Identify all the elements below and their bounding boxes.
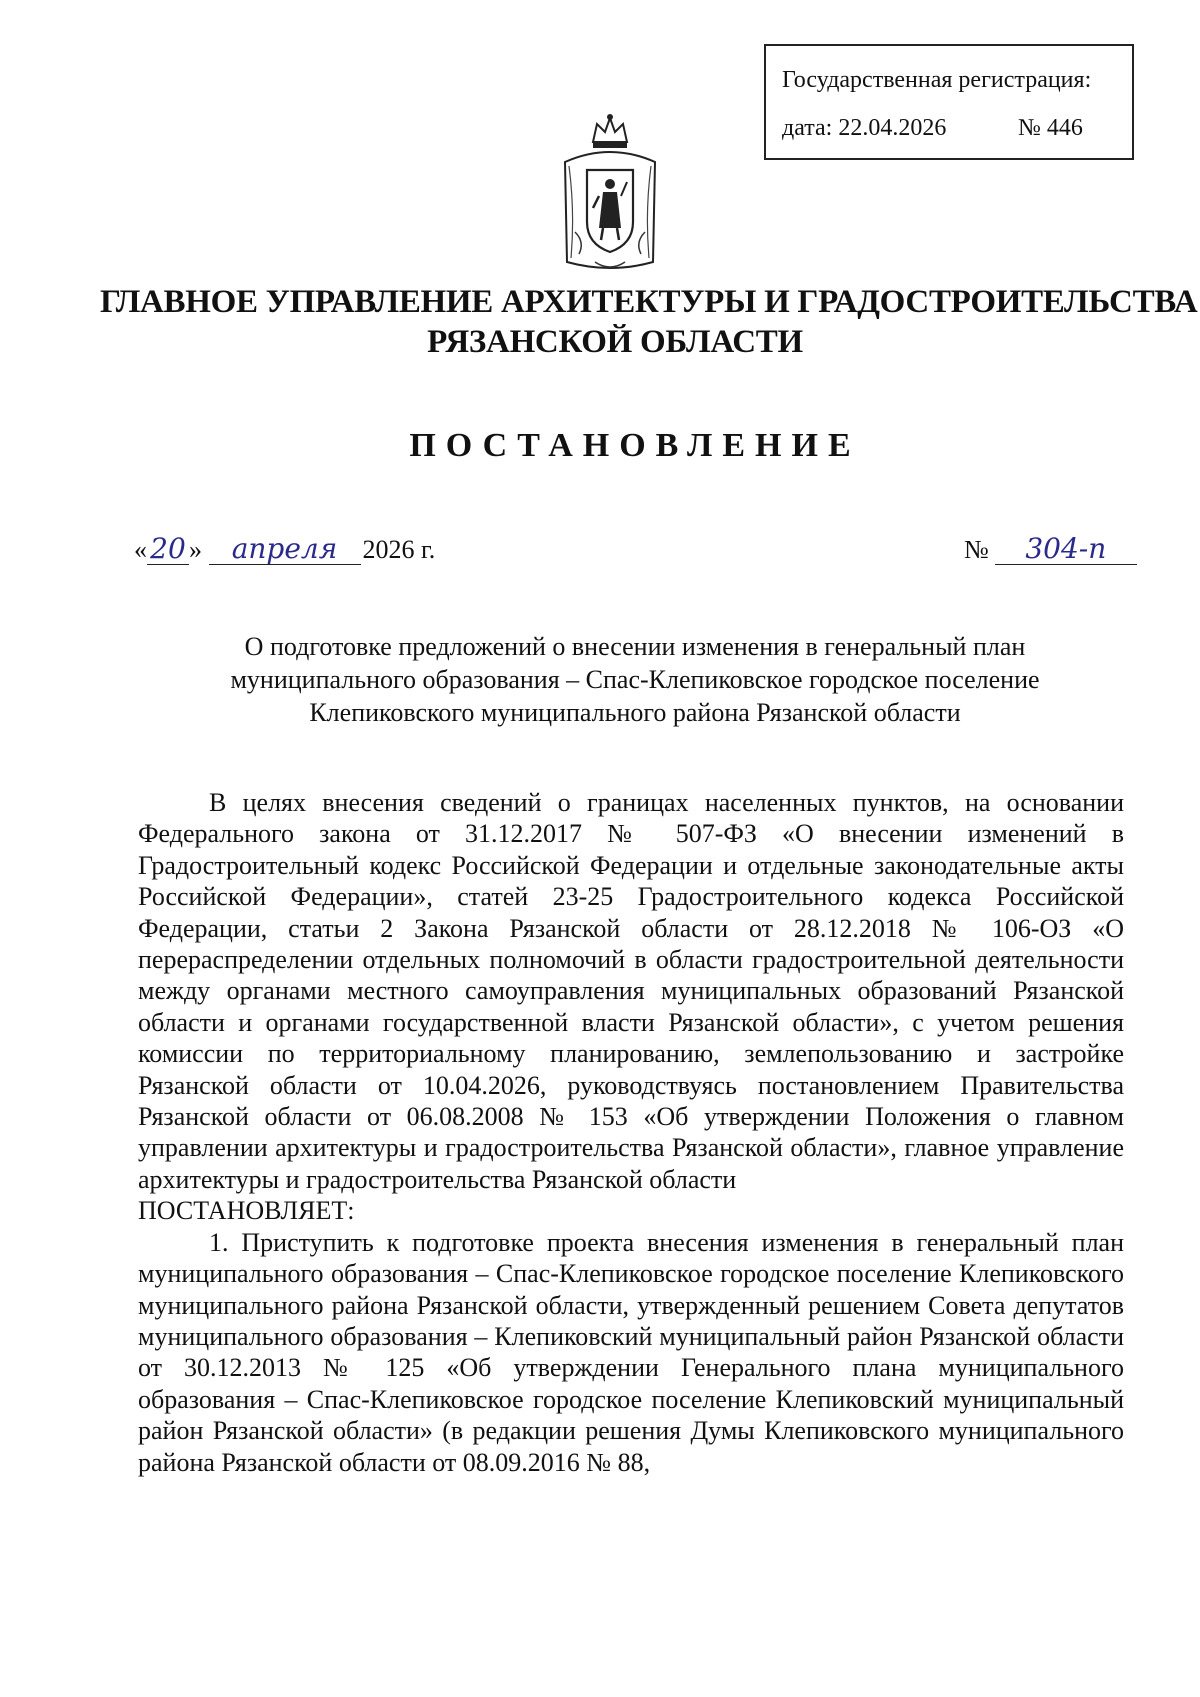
registration-number: № 446 [1018, 115, 1083, 141]
document-body [138, 787, 1124, 1478]
date-month-handwritten: апреля [209, 534, 361, 565]
body-paragraph-2: 1. Приступить к подготовке проекта внесения изменения в генеральный план муниципального образования – Спас-Клепиковское городское поселение Клепиковского муниципального района Рязанской области, утвержденный решением Совета депутатов муниципального образования – Клепиковский муниципальный район Рязанской области от 30.12.2013 № 125 «Об утверждении Генерального плана муниципального образования – Спас-Клепиковское городское поселение Клепиковский муниципальный район Рязанской области» (в редакции решения Думы Клепиковского муниципального района Рязанской области от 08.09.2016 № 88, [138, 1227, 1124, 1477]
organization-name-line1: ГЛАВНОЕ УПРАВЛЕНИЕ АРХИТЕКТУРЫ И ГРАДОСТРОИТЕЛЬСТВА [100, 284, 1198, 320]
organization-name-line2: РЯЗАНСКОЙ ОБЛАСТИ [427, 324, 803, 360]
date-day-handwritten: 20 [147, 534, 189, 565]
subject-line3: Клепиковского муниципального района Рязанской области [309, 698, 961, 727]
registration-title: Государственная регистрация: [782, 67, 1092, 93]
document-number-label: № [964, 535, 989, 564]
document-number-handwritten: 304-п [995, 534, 1137, 565]
document-subject [140, 630, 1130, 729]
subject-line2: муниципального образования – Спас-Клепиковское городское поселение [230, 665, 1040, 694]
decree-word: ПОСТАНОВЛЯЕТ: [138, 1196, 355, 1226]
date-year: 2026 г. [362, 535, 436, 564]
document-date [134, 534, 435, 565]
date-close-quote: » [189, 535, 202, 564]
date-open-quote: « [134, 535, 147, 564]
document-number [964, 534, 1137, 565]
organization-name [100, 282, 1198, 362]
registration-stamp [764, 44, 1134, 160]
coat-of-arms-icon [555, 112, 665, 278]
subject-line1: О подготовке предложений о внесении изменения в генеральный план [244, 632, 1026, 661]
registration-date: дата: 22.04.2026 [782, 115, 947, 141]
body-paragraph-1: В целях внесения сведений о границах населенных пунктов, на основании Федерального закона от 31.12.2017 № 507-ФЗ «О внесении изменений в Градостроительный кодекс Российской Федерации и отдельные законодательные акты Российской Федерации», статей 23-25 Градостроительного кодекса Российской Федерации, статьи 2 Закона Рязанской области от 28.12.2018 № 106-ОЗ «О перераспределении отдельных полномочий в области градостроительной деятельности между органами местного самоуправления муниципальных образований Рязанской области и органами государственной власти Рязанской области», с учетом решения комиссии по территориальному планированию, землепользованию и застройке Рязанской области от 10.04.2026, руководствуясь постановлением Правительства Рязанской области от 06.08.2008 № 153 «Об утверждении Положения о главном управлении архитектуры и градостроительства Рязанской области», главное управление архитектуры и градостроительства Рязанской области [138, 788, 1124, 1194]
document-type-title: ПОСТАНОВЛЕНИЕ [409, 427, 861, 464]
